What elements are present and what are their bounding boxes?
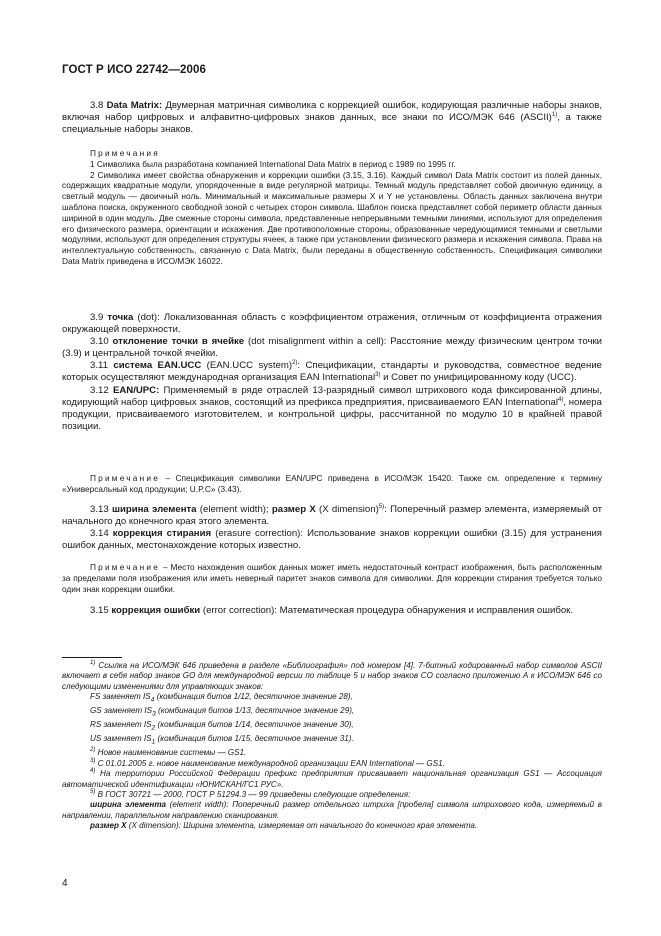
definition-paragraph: 3.13 ширина элемента (element width); размер X (X dimension)$^{5)}$: Поперечный размер элемента, измеряемый от начального до конечного края этого элемента.: [62, 504, 602, 528]
page-header: ГОСТ Р ИСО 22742—2006: [62, 64, 207, 76]
term: EAN/UPC:: [112, 384, 160, 396]
note-item: 2 Символика имеет свойства обнаружения и коррекции ошибки (3.15, 3.16). Каждый символ Data Matrix состоит из полей данных, содержащих квадратные модули, упорядоченные в виде регулярной матрицы. Темный модуль представляет собой двоичную единицу, а светлый модуль — двоичный ноль. Минимальный и максимальные размеры X и Y не установлены. Область данных заключена внутри шаблона поиска, окруженного свободной зоной с четырех сторон символа. Шаблон поиска представляет собой периметр области данных шириной в один модуль. Две смежные стороны символа, представленные непрерывными темными линиями, используют для определения его физического размера, ориентации и искажения. Две противоположные стороны, образованные чередующимися темными и светлыми модулями, используют для определения структуры ячеек, а также при установлении физического размера и искажения символа. Права на интеллектуальную собственность, связанную с Data Matrix, были переданы в общественную собственность. Спецификация символики Data Matrix приведена в ИСО/МЭК 16022.: [62, 169, 602, 266]
footnote-1: $^{1)}$ Ссылка на ИСО/МЭК 646 приведена в разделе «Библиография» под номером [4]. 7-битный кодированный набор символов ASCII включает в себя набор знаков GO для международной версии по таблице 5 и набор знаков CO согласно приложению А к ИСО/МЭК 646 со следующими изменениями для управляющих знаков:: [62, 660, 602, 691]
page-number: 4: [62, 878, 68, 889]
term: ширина элемента: [111, 504, 197, 515]
term: коррекция стирания: [112, 528, 212, 540]
term: коррекция ошибки: [111, 605, 201, 616]
sections-3-9-to-3-12: [62, 312, 602, 433]
definition-paragraph: 3.14 коррекция стирания (erasure correction): Использование знаков коррекции ошибки (3.15) для устранения ошибок данных, местонахождение которых известно.: [62, 528, 603, 552]
footnote-line: US заменяет $IS_1$ (комбинация битов 1/15, десятичное значение 31).: [90, 734, 354, 746]
note-label: Примечание: [90, 562, 161, 572]
note-label: Примечание: [90, 473, 161, 483]
footnotes: [62, 661, 602, 832]
section-3-8: [62, 100, 602, 136]
definition-paragraph: 3.12 EAN/UPC: Применяемый в ряде отраслей 13-разрядный символ штрихового кода фиксированной длины, кодирующий набор цифровых знаков, состоящий из префикса предприятия, присваиваемого EAN International$^{4)}$, номера продукции, присваиваемого изготовителем, и контрольной цифры, рассчитанной по модулю 10 в крайней правой позиции.: [62, 384, 602, 432]
definition-paragraph: 3.10 отклонение точки в ячейке (dot misalignment within a cell): Расстояние между физическим центром точки (3.9) и центральной точкой ячейки.: [62, 336, 603, 360]
footnote-line: FS заменяет $IS_4$ (комбинация битов 1/12, десятичное значение 28),: [90, 692, 353, 704]
footnote-divider: [62, 657, 122, 658]
footnote-ref: 5): [378, 504, 385, 510]
footnote-5-def: размер X (X dimension): Ширина элемента, измеряемая от начального до конечного края элемента.: [90, 821, 478, 831]
sections-3-13-3-14: [62, 504, 602, 552]
footnote-5: $^{5)}$ В ГОСТ 30721 — 2000, ГОСТ Р 51294.3 — 99 приведены следующие определения:: [90, 788, 411, 799]
notes-title: Примечания: [90, 148, 160, 158]
definition-paragraph: 3.11 система EAN.UCC (EAN.UCC system)$^{2)}$: Спецификации, стандарты и руководства, совместное ведение которых осуществляют международная организация EAN International$^{3)}$ и Совет по унифицированному коду (UCC).: [62, 360, 603, 384]
term: точка: [107, 312, 134, 323]
term: размер X: [271, 504, 316, 515]
note-ean-upc: Примечание – Спецификация символики EAN/UPC приведена в ИСО/МЭК 15420. Также см. определение к термину «Универсальный код продукции; U.P.C» (3.43).: [62, 473, 602, 494]
footnote-ref: 3): [375, 372, 381, 379]
definition-paragraph: 3.9 точка (dot): Локализованная область с коэффициентом отражения, отличным от коэффициента отражения окружающей поверхности.: [62, 312, 602, 336]
footnote-line: RS заменяет $IS_2$ (комбинация битов 1/14, десятичное значение 30),: [90, 720, 354, 732]
term: система EAN.UCC: [113, 360, 202, 372]
footnote-2: $^{2)}$ Новое наименование системы — GS1.: [90, 747, 247, 758]
definition-paragraph: 3.15 коррекция ошибки (error correction): Математическая процедура обнаружения и исправления ошибок.: [90, 605, 574, 616]
term: отклонение точки в ячейке: [112, 336, 245, 348]
definition-paragraph: 3.8 Data Matrix: Двумерная матричная символика с коррекцией ошибок, кодирующая различные наборы знаков, включая набор цифровых и алфавитно-цифровых знаков данных, все знаки по ИСО/МЭК 646 (ASCII)$^{1)}$, а также специальные наборы знаков.: [62, 100, 603, 136]
note-item: 1 Символика была разработана компанией International Data Matrix в период с 1989 по 1995 гг.: [90, 158, 456, 169]
section-3-15: [62, 605, 602, 617]
footnote-ref: 4): [557, 396, 564, 403]
footnote-line: GS заменяет $IS_3$ (комбинация битов 1/13, десятичное значение 29),: [90, 706, 355, 718]
footnote-4: $^{4)}$ На территории Российской Федерации префикс предприятия присваивает национальная организация GS1 — Ассоциация автоматической идентификации «ЮНИСКАН/ГС1 РУС».: [62, 768, 602, 789]
footnote-ref: 2): [292, 360, 298, 367]
term: Data Matrix:: [106, 100, 163, 111]
note-erasure: Примечание – Место нахождения ошибок данных может иметь недостаточный контраст изображения, быть расположенным за пределами поля изображения или иметь неверный паритет знаков символа для символики. Для коррекции стирания требуется только один знак коррекции ошибки.: [62, 562, 602, 594]
footnote-3: $^{3)}$ С 01.01.2005 г. новое наименование международной организации EAN International — GS1.: [90, 757, 445, 768]
footnote-ref: 1): [551, 112, 558, 119]
notes-block: [62, 148, 602, 267]
footnote-5-def: ширина элемента (element width): Поперечный размер отдельного штриха [пробела] символа штрихового кода, измеряемый в направлении, параллельном направлению сканирования.: [62, 800, 602, 820]
